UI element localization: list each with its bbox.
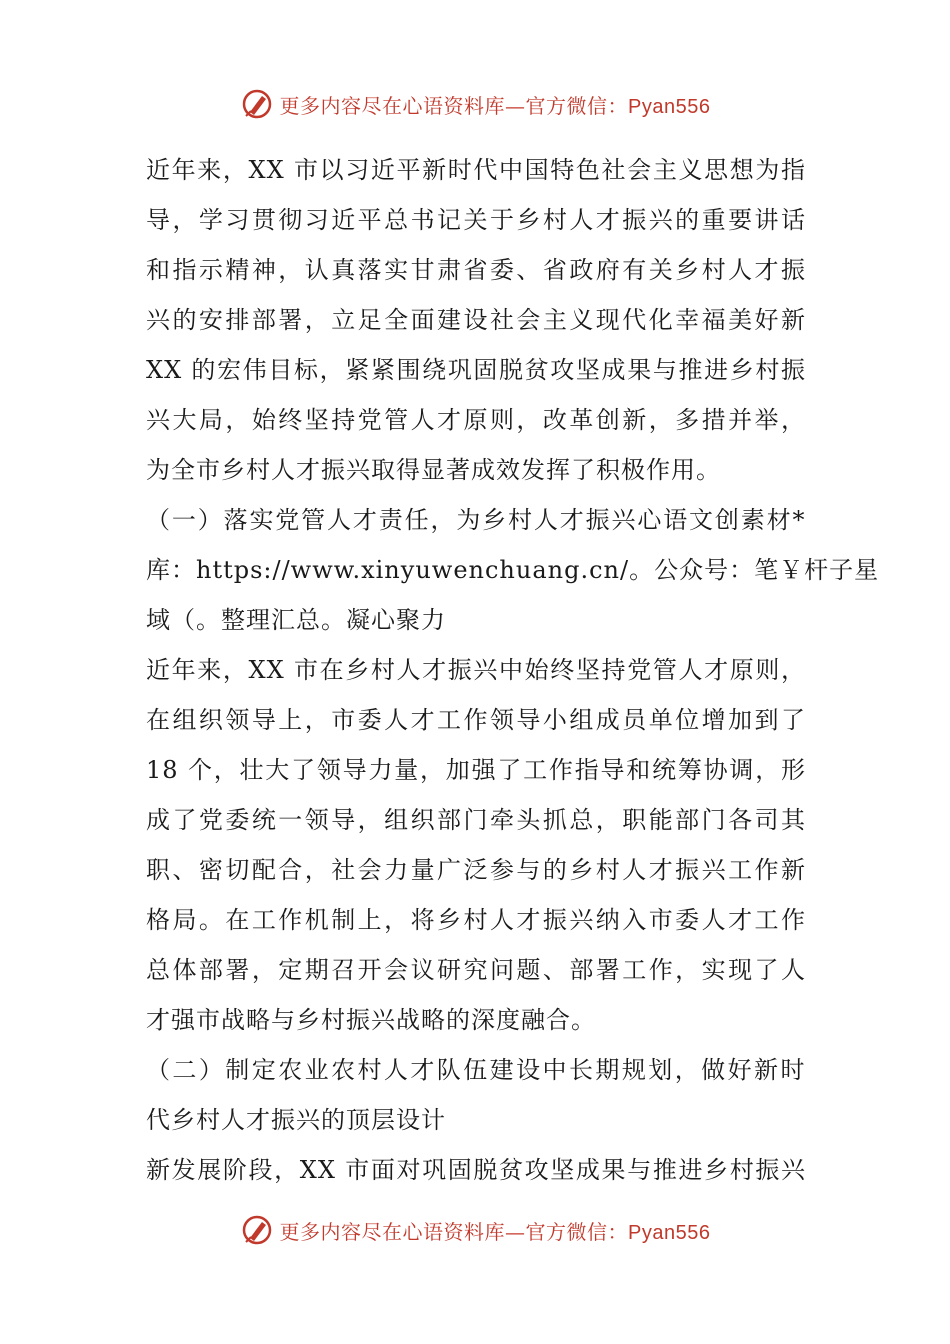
- banner-text: [280, 90, 711, 119]
- text-line: 职、密切配合，社会力量广泛参与的乡村人才振兴工作新: [146, 856, 806, 884]
- text-line: 域（。整理汇总。凝心聚力: [146, 606, 446, 634]
- pen-logo-icon: [240, 87, 274, 121]
- text-line: 18 个，壮大了领导力量，加强了工作指导和统筹协调，形: [146, 756, 806, 784]
- pen-logo-icon: [240, 1213, 274, 1247]
- text-line: 库：https://www.xinyuwenchuang.cn/。公众号：笔￥杆子星: [146, 556, 880, 584]
- text-line: 格局。在工作机制上，将乡村人才振兴纳入市委人才工作: [146, 906, 806, 934]
- text-line: 才强市战略与乡村振兴战略的深度融合。: [146, 1006, 596, 1034]
- banner-handle: Pyan556: [628, 95, 711, 118]
- section-heading-line: （一）落实党管人才责任，为乡村人才振兴心语文创素材*: [146, 506, 806, 534]
- text-line: 和指示精神，认真落实甘肃省委、省政府有关乡村人才振: [146, 256, 806, 284]
- text-line: 近年来，XX 市以习近平新时代中国特色社会主义思想为指: [146, 156, 806, 184]
- text-line: 兴的安排部署，立足全面建设社会主义现代化幸福美好新: [146, 306, 806, 334]
- text-line: 新发展阶段，XX 市面对巩固脱贫攻坚成果与推进乡村振兴: [146, 1156, 806, 1184]
- text-line: 为全市乡村人才振兴取得显著成效发挥了积极作用。: [146, 456, 721, 484]
- text-line: 兴大局，始终坚持党管人才原则，改革创新，多措并举，: [146, 406, 806, 434]
- banner-site-text: 更多内容尽在心语资料库—官方微信：: [279, 93, 629, 118]
- text-line: 在组织领导上，市委人才工作领导小组成员单位增加到了: [146, 706, 806, 734]
- text-line: XX 的宏伟目标，紧紧围绕巩固脱贫攻坚成果与推进乡村振: [146, 356, 806, 384]
- text-line: 总体部署，定期召开会议研究问题、部署工作，实现了人: [146, 956, 806, 984]
- banner-site-text: 更多内容尽在心语资料库—官方微信：: [279, 1219, 629, 1244]
- text-line: 成了党委统一领导，组织部门牵头抓总，职能部门各司其: [146, 806, 806, 834]
- header-banner: [0, 84, 950, 124]
- banner-handle: Pyan556: [628, 1221, 711, 1244]
- footer-banner: [0, 1210, 950, 1250]
- text-line: 导，学习贯彻习近平总书记关于乡村人才振兴的重要讲话: [146, 206, 806, 234]
- banner-text: [280, 1216, 711, 1245]
- section-heading-line: 代乡村人才振兴的顶层设计: [146, 1106, 446, 1134]
- section-heading-line: （二）制定农业农村人才队伍建设中长期规划，做好新时: [146, 1056, 806, 1084]
- text-line: 近年来，XX 市在乡村人才振兴中始终坚持党管人才原则，: [146, 656, 806, 684]
- document-body: [146, 145, 880, 1195]
